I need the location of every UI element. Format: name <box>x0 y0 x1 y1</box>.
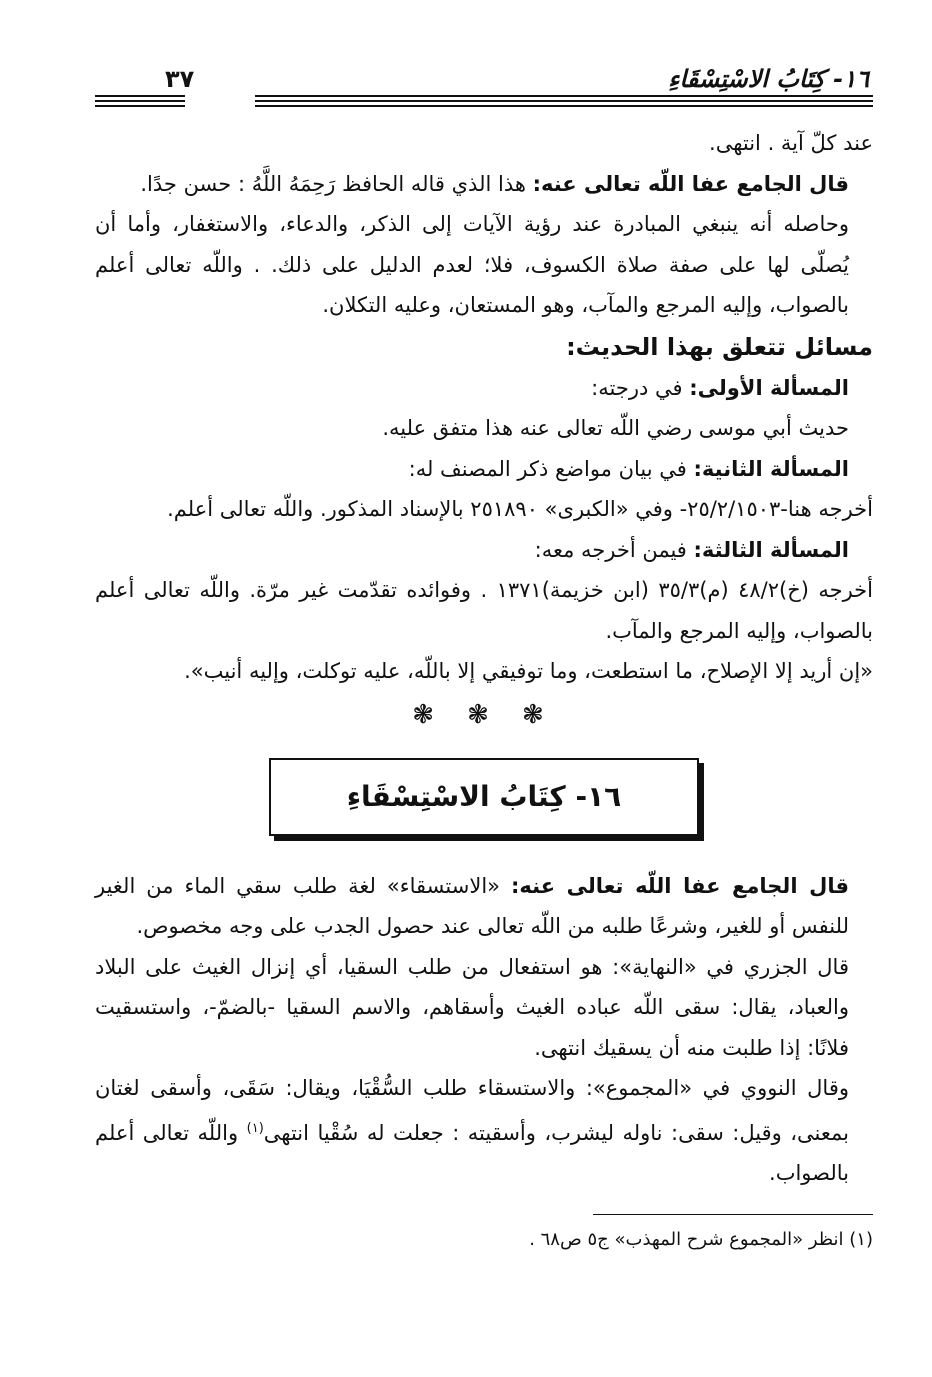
paragraph-2-text: هذا الذي قاله الحافظ رَحِمَهُ اللَّهُ : حسن جدًا. <box>140 171 533 196</box>
header-rule <box>95 95 185 97</box>
paragraph-2 <box>95 164 873 205</box>
header-rule <box>95 105 185 107</box>
footnote-rule <box>593 1214 873 1215</box>
chapter-paragraph-1 <box>95 866 873 947</box>
chapter-box-wrap <box>95 758 873 836</box>
chapter-paragraph-1-text: «الاستسقاء» لغة طلب سقي الماء من الغير للنفس أو للغير، وشرعًا طلبه من اللّه تعالى عند حصول الجدب على وجه مخصوص. <box>95 873 849 938</box>
masala-3-body: أخرجه (خ)٤٨/٢ (م)٣٥/٣ (ابن خزيمة)١٣٧١ . وفوائده تقدّمت غير مرّة. واللّه تعالى أعلم بالصواب، وإليه المرجع والمآب. <box>95 578 873 643</box>
chapter-title-box <box>269 758 699 836</box>
jami-label: قال الجامع عفا اللّه تعالى عنه: <box>532 171 849 196</box>
chapter-paragraph-3 <box>95 1068 873 1194</box>
paragraph-1: عند كلّ آية . انتهى. <box>709 131 873 155</box>
header-rule <box>255 100 873 102</box>
masala-3-topic: فيمن أخرجه معه: <box>534 537 694 562</box>
header-rules <box>95 95 873 109</box>
masala-2-heading <box>95 449 873 490</box>
paragraph-3: وحاصله أنه ينبغي المبادرة عند رؤية الآيات إلى الذكر، والدعاء، والاستغفار، وأما أن يُصلّى لها على صفة صلاة الكسوف، فلا؛ لعدم الدليل على ذلك. . واللّه تعالى أعلم بالصواب، وإليه المرجع والمآب، وهو المستعان، وعليه التكلان. <box>95 212 849 317</box>
masala-3-heading <box>95 530 873 571</box>
footnote: (١) انظر «المجموع شرح المهذب» ج٥ ص٦٨ . <box>529 1228 873 1250</box>
running-title: ١٦- كِتَابُ الاسْتِسْقَاءِ <box>668 65 869 93</box>
chapter-paragraph-2: قال الجزري في «النهاية»: هو استفعال من طلب السقيا، أي إنزال الغيث على البلاد والعباد، يقال: سقى اللّه عباده الغيث وأسقاهم، والاسم السقيا -بالضمّ-، واستسقيت فلانًا: إذا طلبت منه أن يسقيك انتهى. <box>95 954 849 1060</box>
section-heading: مسائل تتعلق بهذا الحديث: <box>566 332 873 361</box>
running-head <box>95 55 873 93</box>
section-stars: ❃ ❃ ❃ <box>412 699 556 730</box>
jami-label: قال الجامع عفا اللّه تعالى عنه: <box>511 873 849 898</box>
book-page <box>95 55 873 1255</box>
masala-1-heading <box>95 368 873 409</box>
masala-1-label: المسألة الأولى: <box>689 375 849 400</box>
chapter-paragraph-3-text: وقال النووي في «المجموع»: والاستسقاء طلب السُّقْيَا، ويقال: سَقَى، وأسقى لغتان بمعنى، وقيل: سقى: ناوله ليشرب، وأسقيته : جعلت له سُقْيا انتهى <box>95 1076 850 1145</box>
closing-quote: «إن أريد إلا الإصلاح، ما استطعت، وما توفيقي إلا باللّه، عليه توكلت، وإليه أنيب». <box>184 659 873 683</box>
masala-1-body: حديث أبي موسى رضي اللّه تعالى عنه هذا متفق عليه. <box>382 416 849 440</box>
masala-1-topic: في درجته: <box>591 375 690 400</box>
page-number: ٣٧ <box>165 65 195 93</box>
masala-2-label: المسألة الثانية: <box>693 456 849 481</box>
footnote-marker: (١) <box>246 1120 264 1136</box>
masala-2-topic: في بيان مواضع ذكر المصنف له: <box>408 456 694 481</box>
masala-2-body: أخرجه هنا-٢٥/٢/١٥٠٣- وفي «الكبرى» ٢٥١٨٩٠ بالإسناد المذكور. واللّه تعالى أعلم. <box>167 497 873 521</box>
header-rule <box>95 100 185 102</box>
chapter-paragraph-3-end: واللّه تعالى أعلم بالصواب. <box>95 1120 849 1185</box>
masala-3-label: المسألة الثالثة: <box>693 537 849 562</box>
chapter-title: ١٦- كِتَابُ الاسْتِسْقَاءِ <box>346 780 622 813</box>
header-rule <box>255 95 873 97</box>
header-rule <box>255 105 873 107</box>
